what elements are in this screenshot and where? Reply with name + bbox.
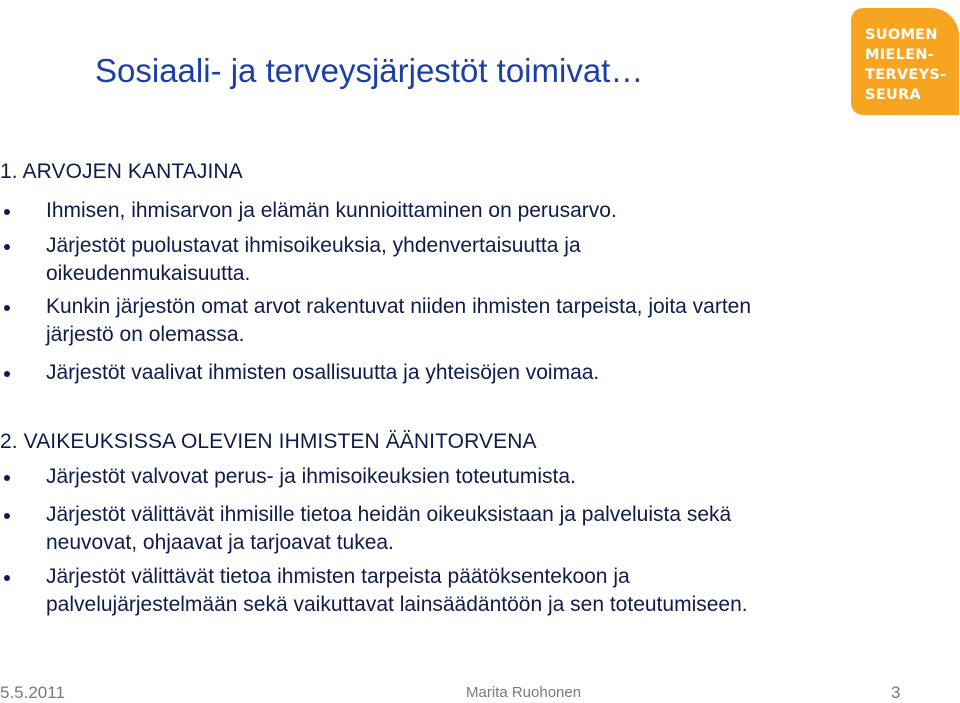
logo-line: SUOMEN [865,27,938,43]
logo [851,8,959,115]
bullet-text: Järjestöt valvovat perus- ja ihmisoikeuksien toteutumista. [46,465,576,488]
logo-line: SEURA [865,87,922,103]
section-heading: 1. ARVOJEN KANTAJINA [0,160,243,183]
logo-line: TERVEYS- [865,67,947,83]
footer-date: 5.5.2011 [0,683,65,702]
bullet-text-continuation: oikeudenmukaisuutta. [46,262,251,285]
bullet-text: Järjestöt välittävät tietoa ihmisten tarpeista päätöksentekoon ja [46,565,630,588]
bullet-dot [4,244,10,250]
bullet-text-continuation: palvelujärjestelmään sekä vaikuttavat lainsäädäntöön ja sen toteutumiseen. [46,593,748,616]
slide-title: Sosiaali- ja terveysjärjestöt toimivat… [95,52,644,89]
logo-line: MIELEN- [865,47,935,63]
section-heading: 2. VAIKEUKSISSA OLEVIEN IHMISTEN ÄÄNITORVENA [0,430,537,453]
bullet-dot [4,371,10,377]
bullet-text: Järjestöt välittävät ihmisille tietoa heidän oikeuksistaan ja palveluista sekä [46,503,732,526]
bullet-text: Järjestöt vaalivat ihmisten osallisuutta ja yhteisöjen voimaa. [46,361,600,384]
bullet-text-continuation: neuvovat, ohjaavat ja tarjoavat tukea. [46,531,394,554]
bullet-text: Kunkin järjestön omat arvot rakentuvat niiden ihmisten tarpeista, joita varten [46,295,752,318]
footer-author: Marita Ruohonen [466,684,582,701]
bullet-text: Ihmisen, ihmisarvon ja elämän kunnioittaminen on perusarvo. [46,199,617,222]
bullet-dot [4,305,10,311]
bullet-text-continuation: järjestö on olemassa. [46,323,245,346]
bullet-dot [4,209,10,215]
page-number: 3 [891,683,901,702]
bullet-text: Järjestöt puolustavat ihmisoikeuksia, yhdenvertaisuutta ja [46,234,581,257]
bullet-dot [4,513,10,519]
bullet-dot [4,575,10,581]
bullet-dot [4,475,10,481]
